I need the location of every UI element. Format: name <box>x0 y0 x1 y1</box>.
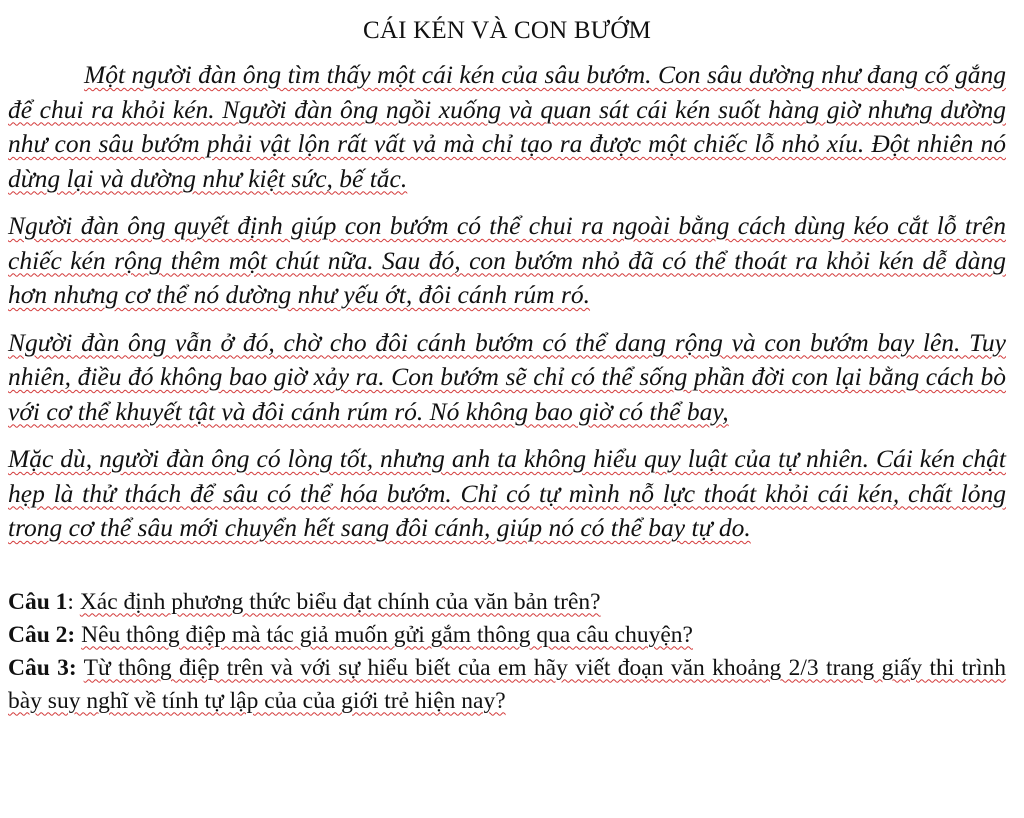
question-3-label: Câu 3: <box>8 654 77 681</box>
story-paragraph-3: Người đàn ông vẫn ở đó, chờ cho đôi cánh bướm có thể dang rộng và con bướm bay lên. Tuy nhiên, điều đó không bao giờ xảy ra. Con bướm sẽ chỉ có thể sống phần đời con lại bằng cách bò với cơ thể khuyết tật và đôi cánh rúm ró. Nó không bao giờ có thể bay, <box>8 327 1006 426</box>
question-3 <box>8 652 1006 718</box>
question-1 <box>8 586 1006 619</box>
question-2 <box>8 619 1006 652</box>
question-3-separator <box>77 655 84 681</box>
question-list <box>8 586 1006 718</box>
story-paragraph-1: Một người đàn ông tìm thấy một cái kén của sâu bướm. Con sâu dường như đang cố gắng để chui ra khỏi kén. Người đàn ông ngồi xuống và quan sát cái kén suốt hàng giờ nhưng dường như con sâu bướm phải vật lộn rất vất vả mà chỉ tạo ra được một chiếc lỗ nhỏ xíu. Đột nhiên nó dừng lại và dường như kiệt sức, bế tắc. <box>8 60 1006 193</box>
question-2-text: Nêu thông điệp mà tác giả muốn gửi gắm thông qua câu chuyện? <box>81 621 693 648</box>
story-paragraph-2: Người đàn ông quyết định giúp con bướm có thể chui ra ngoài bằng cách dùng kéo cắt lỗ trên chiếc kén rộng thêm một chút nữa. Sau đó, con bướm nhỏ đã có thể thoát ra khỏi kén dễ dàng hơn nhưng cơ thể nó dường như yếu ớt, đôi cánh rúm ró. <box>8 211 1006 309</box>
question-1-separator: : <box>67 588 80 615</box>
story-paragraph-4: Mặc dù, người đàn ông có lòng tốt, nhưng anh ta không hiểu quy luật của tự nhiên. Cái kén chật hẹp là thử thách để sâu có thể hóa bướm. Chỉ có tự mình nỗ lực thoát khỏi cái kén, chất lỏng trong cơ thể sâu mới chuyển hết sang đôi cánh, giúp nó có thể bay tự do. <box>8 444 1006 542</box>
question-2-label: Câu 2: <box>8 621 76 648</box>
question-1-label: Câu 1 <box>8 588 68 615</box>
question-1-text: Xác định phương thức biểu đạt chính của văn bản trên? <box>79 588 601 615</box>
document-title: CÁI KÉN VÀ CON BƯỚM <box>362 17 652 44</box>
question-3-text: Từ thông điệp trên và với sự hiểu biết của em hãy viết đoạn văn khoảng 2/3 trang giấy thi trình bày suy nghĩ về tính tự lập của của giới trẻ hiện nay? <box>8 654 1007 714</box>
